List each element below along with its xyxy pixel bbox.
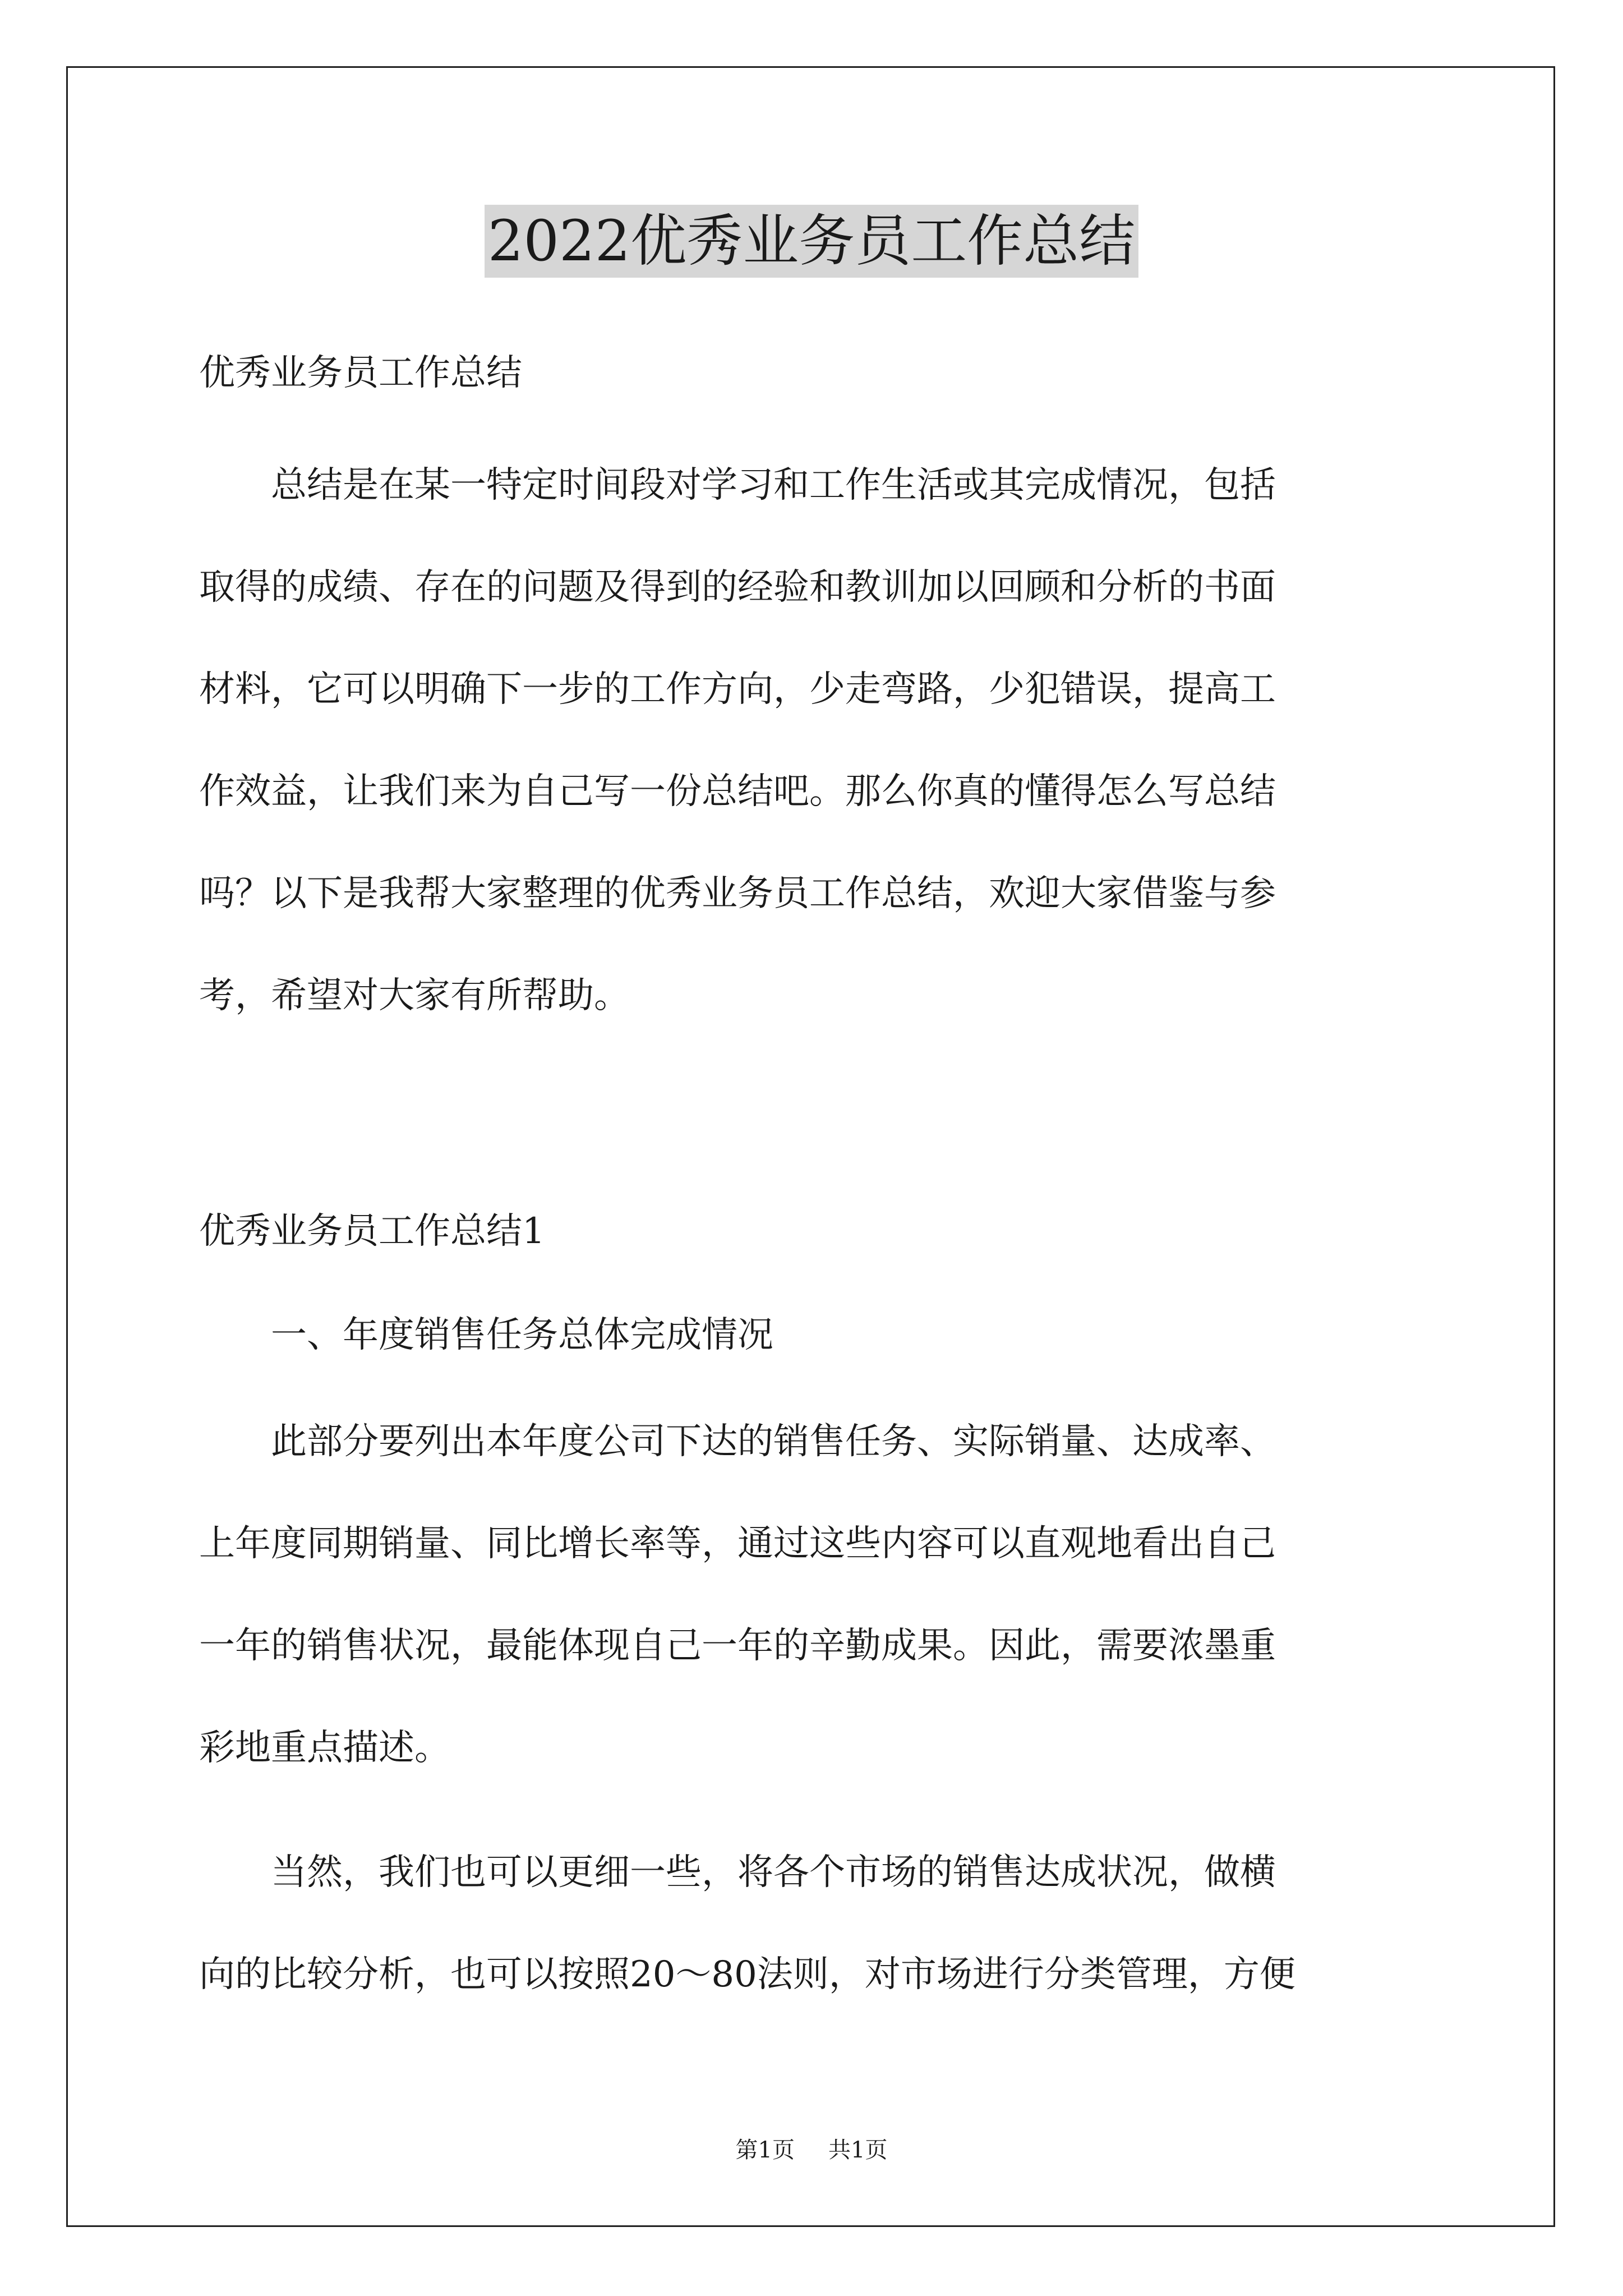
page-number: 第1页 [735,2137,795,2163]
body-line: 当然，我们也可以更细一些，将各个市场的销售达成状况，做横 [199,1852,1276,1893]
body-line: 一年的销售状况，最能体现自己一年的辛勤成果。因此，需要浓墨重 [199,1625,1276,1667]
body-line: 向的比较分析，也可以按照20～80法则，对市场进行分类管理，方便 [199,1954,1295,1995]
subtitle-line: 优秀业务员工作总结 [199,352,522,394]
body-line: 吗？以下是我帮大家整理的优秀业务员工作总结，欢迎大家借鉴与参 [199,873,1276,914]
body-line: 上年度同期销量、同比增长率等，通过这些内容可以直观地看出自己 [199,1523,1276,1565]
body-line: 取得的成绩、存在的问题及得到的经验和教训加以回顾和分析的书面 [199,567,1276,608]
subsection-heading: 一、年度销售任务总体完成情况 [199,1314,773,1356]
page-total: 共1页 [828,2137,888,2163]
title-container [0,205,1623,278]
body-line: 总结是在某一特定时间段对学习和工作生活或其完成情况，包括 [199,464,1276,506]
section-heading: 优秀业务员工作总结1 [199,1211,545,1252]
body-line: 材料，它可以明确下一步的工作方向，少走弯路，少犯错误，提高工 [199,669,1276,710]
body-line: 作效益，让我们来为自己写一份总结吧。那么你真的懂得怎么写总结 [199,771,1276,812]
body-line: 彩地重点描述。 [199,1727,450,1769]
page-footer [0,2136,1623,2164]
body-line: 考，希望对大家有所帮助。 [199,975,630,1016]
document-title: 2022优秀业务员工作总结 [485,205,1139,278]
body-line: 此部分要列出本年度公司下达的销售任务、实际销量、达成率、 [199,1421,1276,1462]
